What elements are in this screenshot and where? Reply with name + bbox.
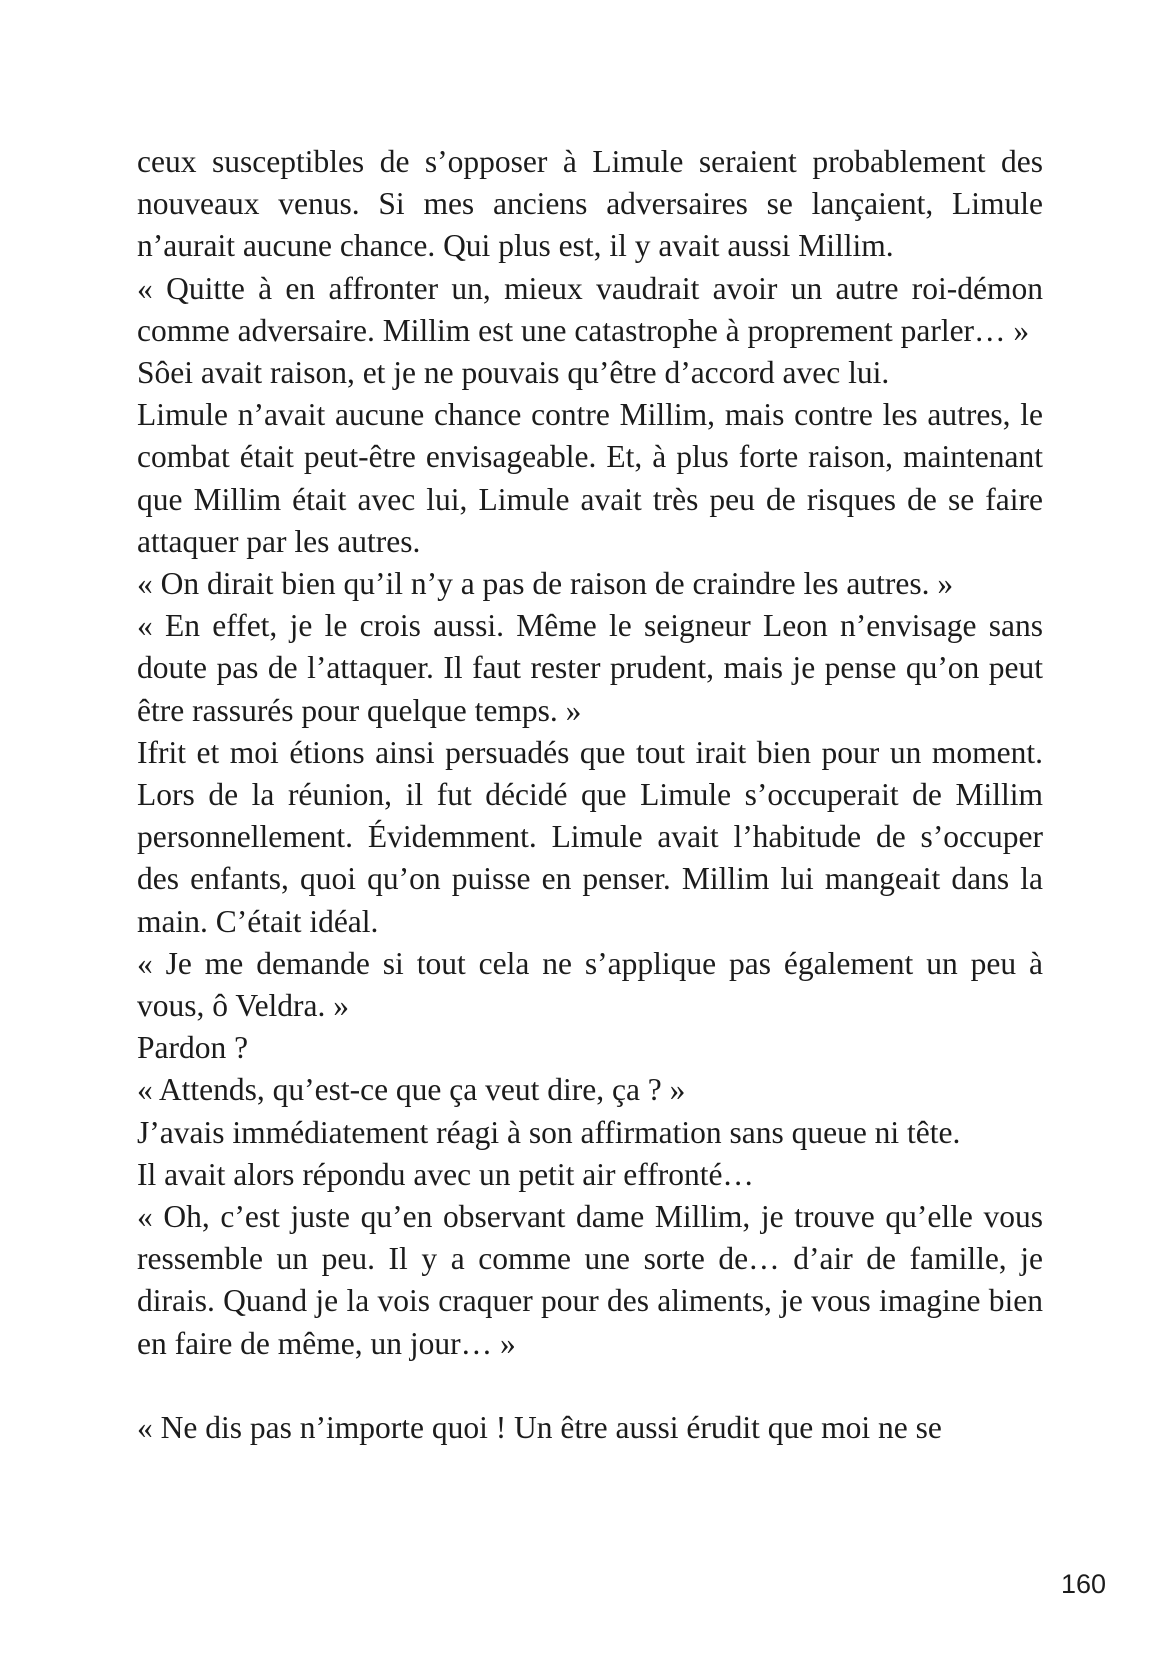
paragraph: « On dirait bien qu’il n’y a pas de raison de craindre les autres. » xyxy=(137,566,954,602)
paragraph: « Quitte à en affronter un, mieux vaudrait avoir un autre roi-démon comme adversaire. Millim est une catastrophe à proprement parler… » xyxy=(137,270,1043,348)
paragraph: Pardon ? xyxy=(137,1030,249,1066)
body-text xyxy=(137,141,1043,1449)
paragraph: « Attends, qu’est-ce que ça veut dire, ça ? » xyxy=(137,1072,686,1108)
paragraph: « Oh, c’est juste qu’en observant dame Millim, je trouve qu’elle vous ressemble un peu. Il y a comme une sorte de… d’air de famille, je dirais. Quand je la vois craquer pour des aliments, je vous imagine bien en faire de même, un jour… » xyxy=(137,1199,1043,1361)
paragraph: J’avais immédiatement réagi à son affirmation sans queue ni tête. xyxy=(137,1114,961,1150)
paragraph: Limule n’avait aucune chance contre Millim, mais contre les autres, le combat était peut-être envisageable. Et, à plus forte raison, maintenant que Millim était avec lui, Limule avait très peu de risques de se faire attaquer par les autres. xyxy=(137,397,1043,559)
paragraph: ceux susceptibles de s’opposer à Limule seraient probablement des nouveaux venus. Si mes anciens adversaires se lançaient, Limule n’aurait aucune chance. Qui plus est, il y avait aussi Millim. xyxy=(137,144,1043,264)
page-number: 160 xyxy=(1060,1569,1106,1599)
paragraph: « En effet, je le crois aussi. Même le seigneur Leon n’envisage sans doute pas de l’attaquer. Il faut rester prudent, mais je pense qu’on peut être rassurés pour quelque temps. » xyxy=(137,608,1043,728)
paragraph: Sôei avait raison, et je ne pouvais qu’être d’accord avec lui. xyxy=(137,355,890,391)
paragraph: Ifrit et moi étions ainsi persuadés que tout irait bien pour un moment. Lors de la réunion, il fut décidé que Limule s’occuperait de Millim personnellement. Évidemment. Limule avait l’habitude de s’occuper des enfants, quoi qu’on puisse en penser. Millim lui mangeait dans la main. C’était idéal. xyxy=(137,734,1043,939)
paragraph: « Je me demande si tout cela ne s’applique pas également un peu à vous, ô Veldra. » xyxy=(137,945,1043,1024)
paragraph: « Ne dis pas n’importe quoi ! Un être aussi érudit que moi ne se xyxy=(137,1409,942,1445)
paragraph: Il avait alors répondu avec un petit air effronté… xyxy=(137,1156,754,1192)
